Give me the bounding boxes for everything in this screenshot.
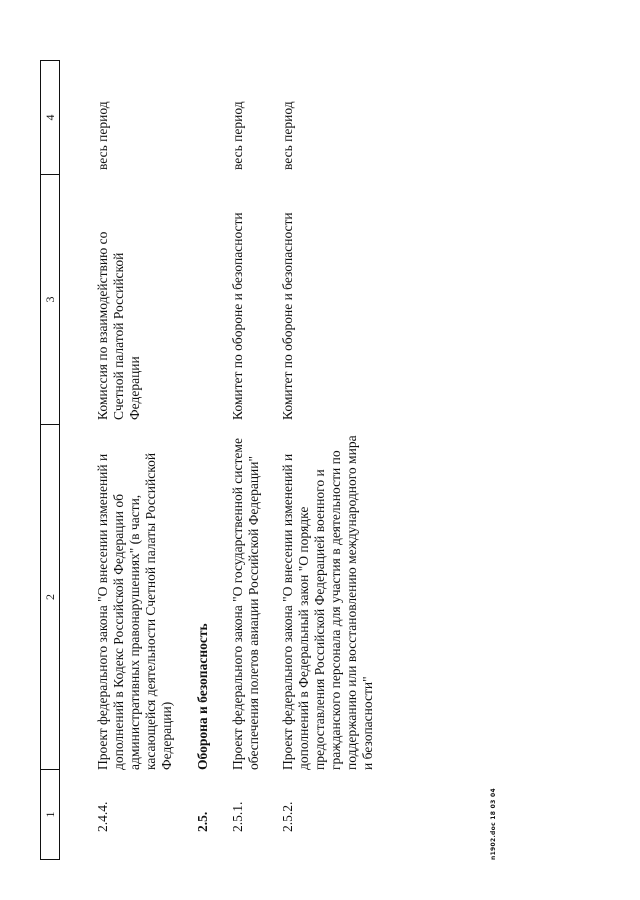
- row-number: 2.4.4.: [95, 801, 110, 832]
- row-description: Проект федерального закона "О внесении изменений и дополнений в Федеральный закон "О порядке предоставления Российской Федерацией военного и гражданского персонала для участия в деятельности по поддержанию или восстановлению международного мира и безопасности": [280, 435, 375, 770]
- column-header-2: 2: [40, 425, 60, 770]
- rotated-page: [40, 40, 500, 860]
- row-responsible: Комитет по обороне и безопасности: [280, 212, 295, 420]
- column-header-4: 4: [40, 60, 60, 175]
- row-number: 2.5.2.: [280, 801, 295, 832]
- footer-code: n1902.doc 18 03 04: [490, 788, 497, 860]
- column-header-1: 1: [40, 770, 60, 860]
- row-responsible: Комитет по обороне и безопасности: [230, 212, 245, 420]
- row-period: весь период: [280, 101, 295, 170]
- column-header-3: 3: [40, 175, 60, 425]
- row-period: весь период: [230, 101, 245, 170]
- section-title: Оборона и безопасность: [195, 623, 210, 770]
- section-number: 2.5.: [195, 811, 210, 832]
- row-description: Проект федерального закона "О государственной системе обеспечения полетов авиации Российской Федерации": [230, 438, 261, 770]
- row-responsible: Комиссия по взаимодействию со Счетной палатой Российской Федерации: [95, 231, 142, 420]
- row-number: 2.5.1.: [230, 801, 245, 832]
- row-period: весь период: [95, 101, 110, 170]
- row-description: Проект федерального закона "О внесении изменений и дополнений в Кодекс Российской Федерации об административных правонарушениях" (в части, касающейся деятельности Счетной палаты Российской Федерации): [95, 452, 174, 770]
